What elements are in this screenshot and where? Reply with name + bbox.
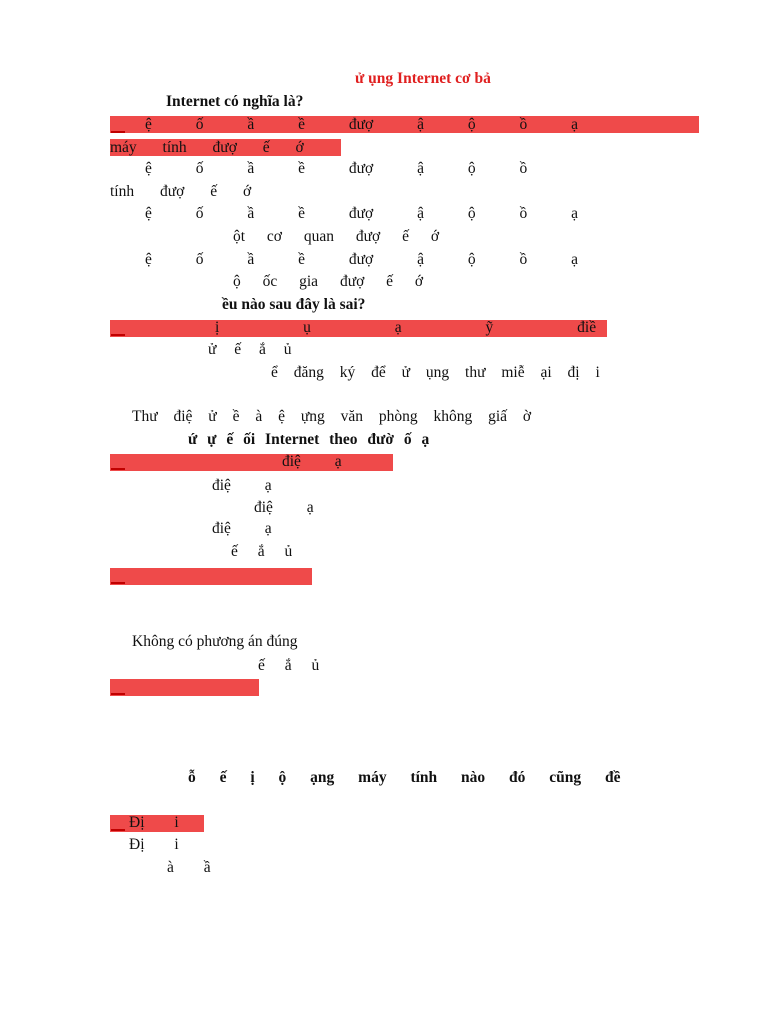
correct-answer-highlight bbox=[110, 568, 312, 585]
q3-answer-a: điệ ạ bbox=[282, 453, 342, 470]
answer-marker bbox=[111, 582, 125, 584]
q2-answer-d: Thư điệ ử ề à ệ ựng văn phòng không giấ ờ bbox=[132, 408, 532, 425]
question-1-text: Internet có nghĩa là? bbox=[166, 93, 304, 110]
q5-answer-c: à ầ bbox=[167, 859, 211, 876]
question-3-text: ứ ự ế ối Internet theo đườ ố ạ bbox=[188, 431, 430, 448]
q3-answer-c: điệ ạ bbox=[254, 499, 314, 516]
q1-answer-a-line2: máy tính đượ ế ớ bbox=[110, 139, 304, 156]
q1-answer-d-line2: ộ ốc gia đượ ế ớ bbox=[233, 273, 424, 290]
question-5-text: ỗ ế ị ộ ạng máy tính nào đó cũng đề bbox=[188, 769, 621, 786]
q1-answer-b-line2: tính đượ ế ớ bbox=[110, 183, 252, 200]
q4-answer-a: Không có phương án đúng bbox=[132, 633, 298, 650]
q2-answer-a: ị ụ ạ ỹ điề bbox=[215, 319, 597, 336]
q3-answer-d: điệ ạ bbox=[212, 520, 272, 537]
q1-answer-d-line1: ệ ố ầ ề đượ ậ ộ ồ ạ bbox=[145, 251, 578, 268]
q5-answer-a: Đị i bbox=[129, 814, 179, 831]
q1-answer-b-line1: ệ ố ầ ề đượ ậ ộ ồ bbox=[145, 160, 528, 177]
q3-answer-b: điệ ạ bbox=[212, 477, 272, 494]
q3-answer-e: ế ắ ủ bbox=[231, 543, 293, 560]
answer-marker bbox=[111, 334, 125, 336]
q2-answer-b: ử ế ắ ủ bbox=[208, 341, 292, 358]
correct-answer-highlight bbox=[110, 454, 393, 471]
q1-answer-a-line1: ệ ố ầ ề đượ ậ ộ ồ ạ bbox=[145, 116, 578, 133]
q1-answer-c-line1: ệ ố ầ ề đượ ậ ộ ồ ạ bbox=[145, 205, 578, 222]
answer-marker bbox=[111, 829, 125, 831]
q5-answer-b: Đị i bbox=[129, 836, 179, 853]
q2-answer-c: ể đăng ký để ử ụng thư miễ ại đị i bbox=[271, 364, 600, 381]
correct-answer-highlight bbox=[110, 679, 259, 696]
answer-marker bbox=[111, 468, 125, 470]
document-title: ử ụng Internet cơ bả bbox=[355, 70, 491, 87]
q1-answer-c-line2: ột cơ quan đượ ế ớ bbox=[233, 228, 440, 245]
answer-marker bbox=[111, 131, 125, 133]
question-2-text: ều nào sau đây là sai? bbox=[222, 296, 366, 313]
answer-marker bbox=[111, 693, 125, 695]
q4-answer-b: ế ắ ủ bbox=[258, 657, 320, 674]
